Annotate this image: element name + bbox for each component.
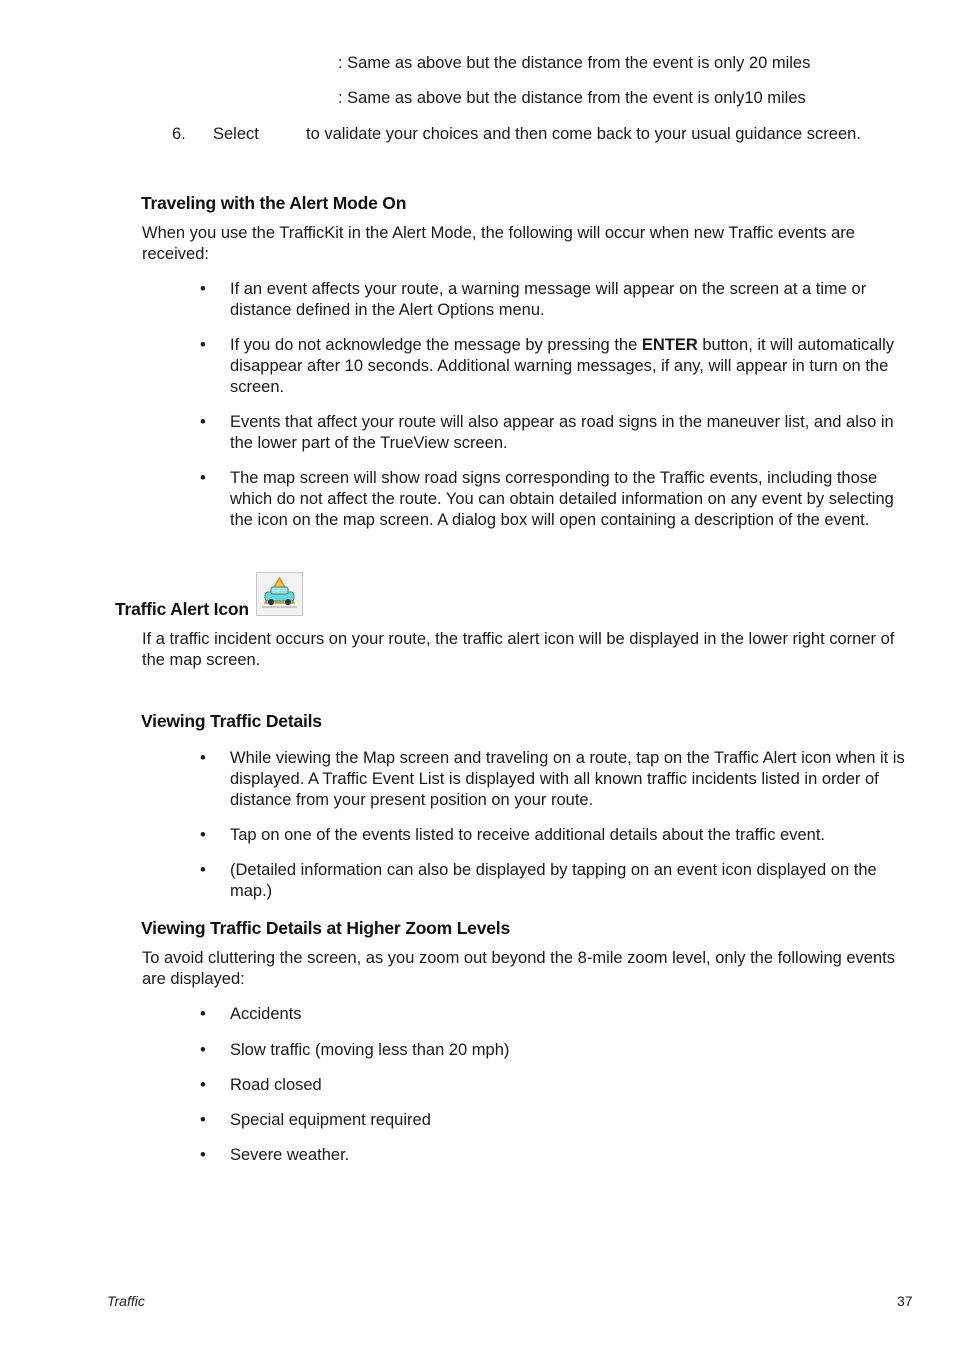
car-warning-icon [256, 572, 303, 616]
zoom-levels-intro: To avoid cluttering the screen, as you zoom out beyond the 8-mile zoom level, only the following events are displayed: [142, 949, 895, 988]
option-line-10-miles: : Same as above but the distance from the event is only10 miles [338, 89, 806, 107]
bullet-icon: • [200, 469, 206, 487]
section-heading-alert-mode: Traveling with the Alert Mode On [141, 193, 407, 213]
bullet-icon: • [200, 826, 206, 844]
enter-button-label: ENTER [641, 336, 698, 354]
step-select-word: Select [213, 125, 259, 143]
alert-mode-intro: When you use the TrafficKit in the Alert Mode, the following will occur when new Traffic events are received: [142, 224, 855, 263]
bullet-icon: • [200, 1005, 206, 1023]
bullet-icon: • [200, 749, 206, 767]
bullet-icon: • [200, 280, 206, 298]
bullet-icon: • [200, 1111, 206, 1129]
bullet-icon: • [200, 1076, 206, 1094]
bullet-icon: • [200, 1041, 206, 1059]
section-heading-traffic-alert-icon: Traffic Alert Icon [115, 599, 249, 619]
bullet-icon: • [200, 413, 206, 431]
step-text: to validate your choices and then come back to your usual guidance screen. [306, 125, 861, 143]
page-number: 37 [897, 1293, 913, 1309]
traffic-alert-icon-text: If a traffic incident occurs on your route, the traffic alert icon will be displayed in the lower right corner of the map screen. [142, 630, 895, 669]
step-number: 6. [172, 125, 186, 143]
section-heading-zoom-levels: Viewing Traffic Details at Higher Zoom Levels [141, 918, 510, 938]
footer-section-name: Traffic [107, 1293, 145, 1309]
bullet-icon: • [200, 1146, 206, 1164]
bullet-icon: • [200, 861, 206, 879]
bullet-icon: • [200, 336, 206, 354]
section-heading-viewing-details: Viewing Traffic Details [141, 711, 322, 731]
option-line-20-miles: : Same as above but the distance from the event is only 20 miles [338, 54, 811, 72]
